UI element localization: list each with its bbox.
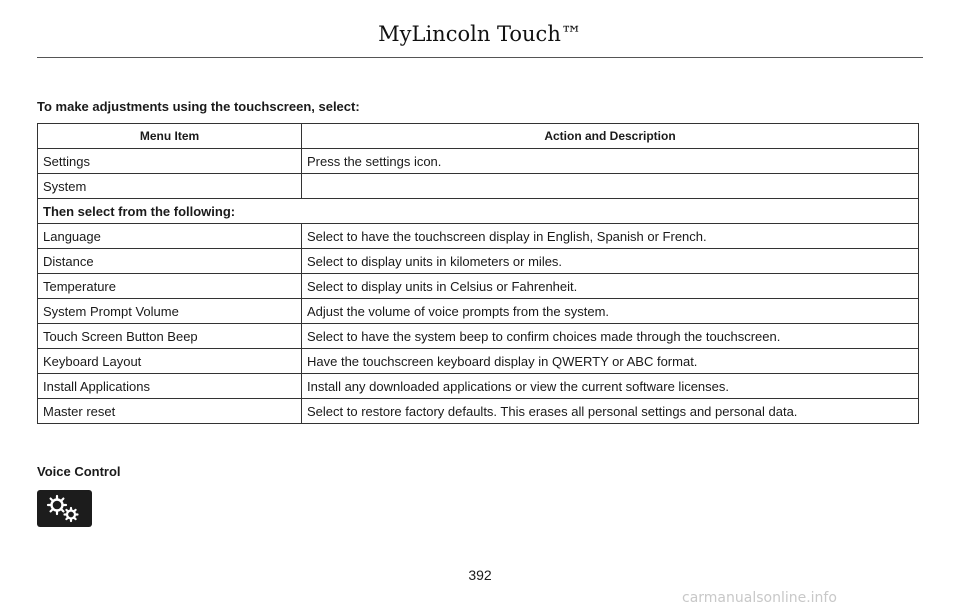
table-row [38,299,919,324]
menu-item-cell: Language [38,224,302,249]
menu-item-cell: Install Applications [38,374,302,399]
menu-item-cell: Keyboard Layout [38,349,302,374]
watermark: carmanualsonline.info [682,590,837,606]
action-cell [302,174,919,199]
menu-item-cell: System Prompt Volume [38,299,302,324]
table-row [38,399,919,424]
intro-text: To make adjustments using the touchscreen, select: [37,99,360,114]
action-cell: Adjust the volume of voice prompts from the system. [302,299,919,324]
table-row [38,224,919,249]
table-subheading-row [38,199,919,224]
table-row [38,324,919,349]
action-cell: Have the touchscreen keyboard display in QWERTY or ABC format. [302,349,919,374]
table-row [38,274,919,299]
menu-item-cell: Settings [38,149,302,174]
table-row [38,249,919,274]
header-divider [37,57,923,58]
page-header-title: MyLincoln Touch™ [378,22,582,46]
table-row [38,149,919,174]
settings-menu-table [37,123,919,424]
menu-item-cell: Distance [38,249,302,274]
action-cell: Select to display units in Celsius or Fahrenheit. [302,274,919,299]
action-header: Action and Description [302,124,919,149]
menu-item-header: Menu Item [38,124,302,149]
action-cell: Select to display units in kilometers or miles. [302,249,919,274]
settings-gears-icon [37,490,92,527]
menu-item-cell: Touch Screen Button Beep [38,324,302,349]
action-cell: Select to restore factory defaults. This erases all personal settings and personal data. [302,399,919,424]
section-title: Voice Control [37,464,121,479]
table-row [38,374,919,399]
table-header-row [38,124,919,149]
action-cell: Press the settings icon. [302,149,919,174]
action-cell: Install any downloaded applications or view the current software licenses. [302,374,919,399]
page-number: 392 [468,567,492,583]
action-cell: Select to have the touchscreen display in English, Spanish or French. [302,224,919,249]
menu-item-cell: System [38,174,302,199]
table-subheading: Then select from the following: [38,199,919,224]
menu-item-cell: Temperature [38,274,302,299]
menu-item-cell: Master reset [38,399,302,424]
table-row [38,174,919,199]
table-row [38,349,919,374]
action-cell: Select to have the system beep to confirm choices made through the touchscreen. [302,324,919,349]
